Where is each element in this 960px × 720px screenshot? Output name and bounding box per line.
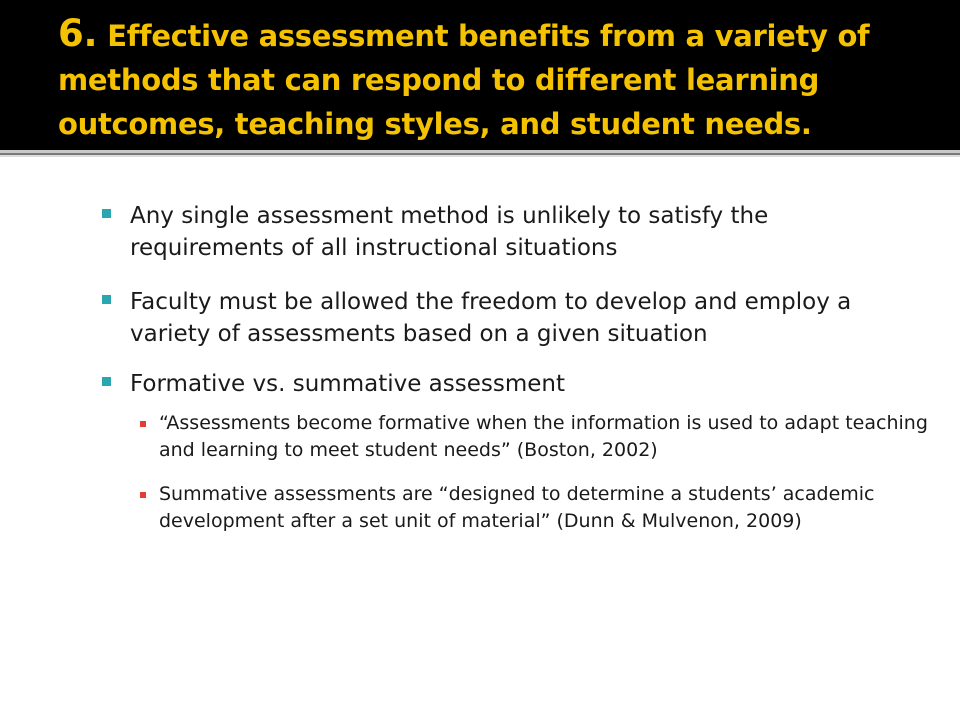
- sub-bullet-text: Summative assessments are “designed to determine a students’ academic development after a set unit of material” (Dunn & Mulvenon, 2009): [159, 483, 875, 532]
- bullet-text: Any single assessment method is unlikely to satisfy the requirements of all instructional situations: [130, 203, 769, 261]
- bullet-item: [102, 286, 922, 350]
- bullet-text: Faculty must be allowed the freedom to develop and employ a variety of assessments based on a given situation: [130, 289, 852, 347]
- square-bullet-icon: [102, 295, 111, 304]
- bullet-item: [102, 200, 922, 264]
- sub-bullet-item: [140, 410, 930, 464]
- square-bullet-icon: [102, 209, 111, 218]
- bullet-text: Formative vs. summative assessment: [130, 371, 566, 397]
- title-text: Effective assessment benefits from a variety of methods that can respond to different learning outcomes, teaching styles, and student needs.: [58, 19, 870, 141]
- title-number: 6.: [58, 12, 98, 55]
- square-bullet-icon: [102, 377, 111, 386]
- sub-bullet-text: “Assessments become formative when the information is used to adapt teaching and learning to meet student needs” (Boston, 2002): [159, 412, 928, 461]
- bullet-item: [102, 368, 922, 400]
- small-square-bullet-icon: [140, 492, 146, 498]
- sub-bullet-item: [140, 481, 930, 535]
- small-square-bullet-icon: [140, 421, 146, 427]
